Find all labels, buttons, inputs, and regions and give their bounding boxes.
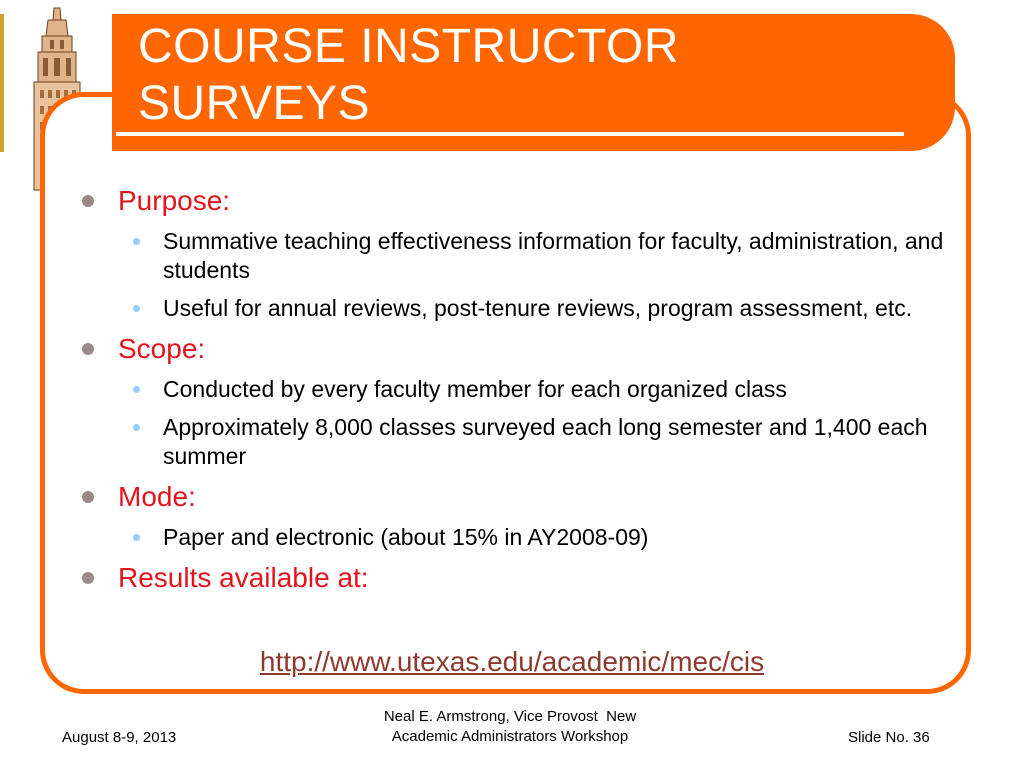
bullet-heading: Scope:: [118, 333, 206, 364]
sub-bullet-dot-icon: [133, 305, 140, 312]
bullet-heading: Purpose:: [118, 185, 231, 216]
bullet-mode: [78, 480, 958, 514]
bullet-scope: [78, 332, 958, 366]
sub-bullet-text: Summative teaching effectiveness information for faculty, administration, and students: [163, 228, 944, 283]
title-underline: [116, 132, 904, 136]
bullet-results: [78, 561, 958, 595]
footer-center-line-1: Neal E. Armstrong, Vice Provost New: [383, 708, 637, 725]
sub-bullet: [78, 375, 958, 404]
title-line-1: COURSE INSTRUCTOR: [138, 20, 679, 73]
sub-bullet-dot-icon: [133, 424, 140, 431]
results-link-line: [40, 645, 984, 679]
sub-bullet: [78, 227, 958, 285]
sub-bullet-text: Useful for annual reviews, post-tenure reviews, program assessment, etc.: [163, 295, 913, 321]
bullet-dot-icon: [82, 491, 94, 503]
bullet-list: [78, 184, 958, 604]
sub-bullet-text: Conducted by every faculty member for each organized class: [163, 376, 787, 402]
sub-bullet-text: Paper and electronic (about 15% in AY2008-09): [163, 524, 649, 550]
sub-bullet-dot-icon: [133, 534, 140, 541]
bullet-heading: Results available at:: [118, 562, 369, 593]
title-line-2: SURVEYS: [138, 77, 371, 130]
sub-bullet: [78, 294, 958, 323]
bullet-heading: Mode:: [118, 481, 196, 512]
sub-bullet-text: Approximately 8,000 classes surveyed each long semester and 1,400 each summer: [163, 414, 928, 469]
gold-edge-mark: [0, 14, 4, 152]
sub-bullet-dot-icon: [133, 238, 140, 245]
sub-bullet: [78, 413, 958, 471]
slide-title: [138, 18, 918, 132]
bullet-purpose: [78, 184, 958, 218]
footer-center-line-2: Academic Administrators Workshop: [391, 728, 629, 745]
bullet-dot-icon: [82, 343, 94, 355]
bullet-dot-icon: [82, 195, 94, 207]
results-link[interactable]: http://www.utexas.edu/academic/mec/cis: [259, 646, 765, 677]
bullet-dot-icon: [82, 572, 94, 584]
sub-bullet-dot-icon: [133, 386, 140, 393]
footer-date: August 8-9, 2013: [62, 729, 177, 746]
sub-bullet: [78, 523, 958, 552]
footer-presenter: [360, 707, 660, 747]
footer-slide-number: Slide No. 36: [848, 729, 930, 746]
